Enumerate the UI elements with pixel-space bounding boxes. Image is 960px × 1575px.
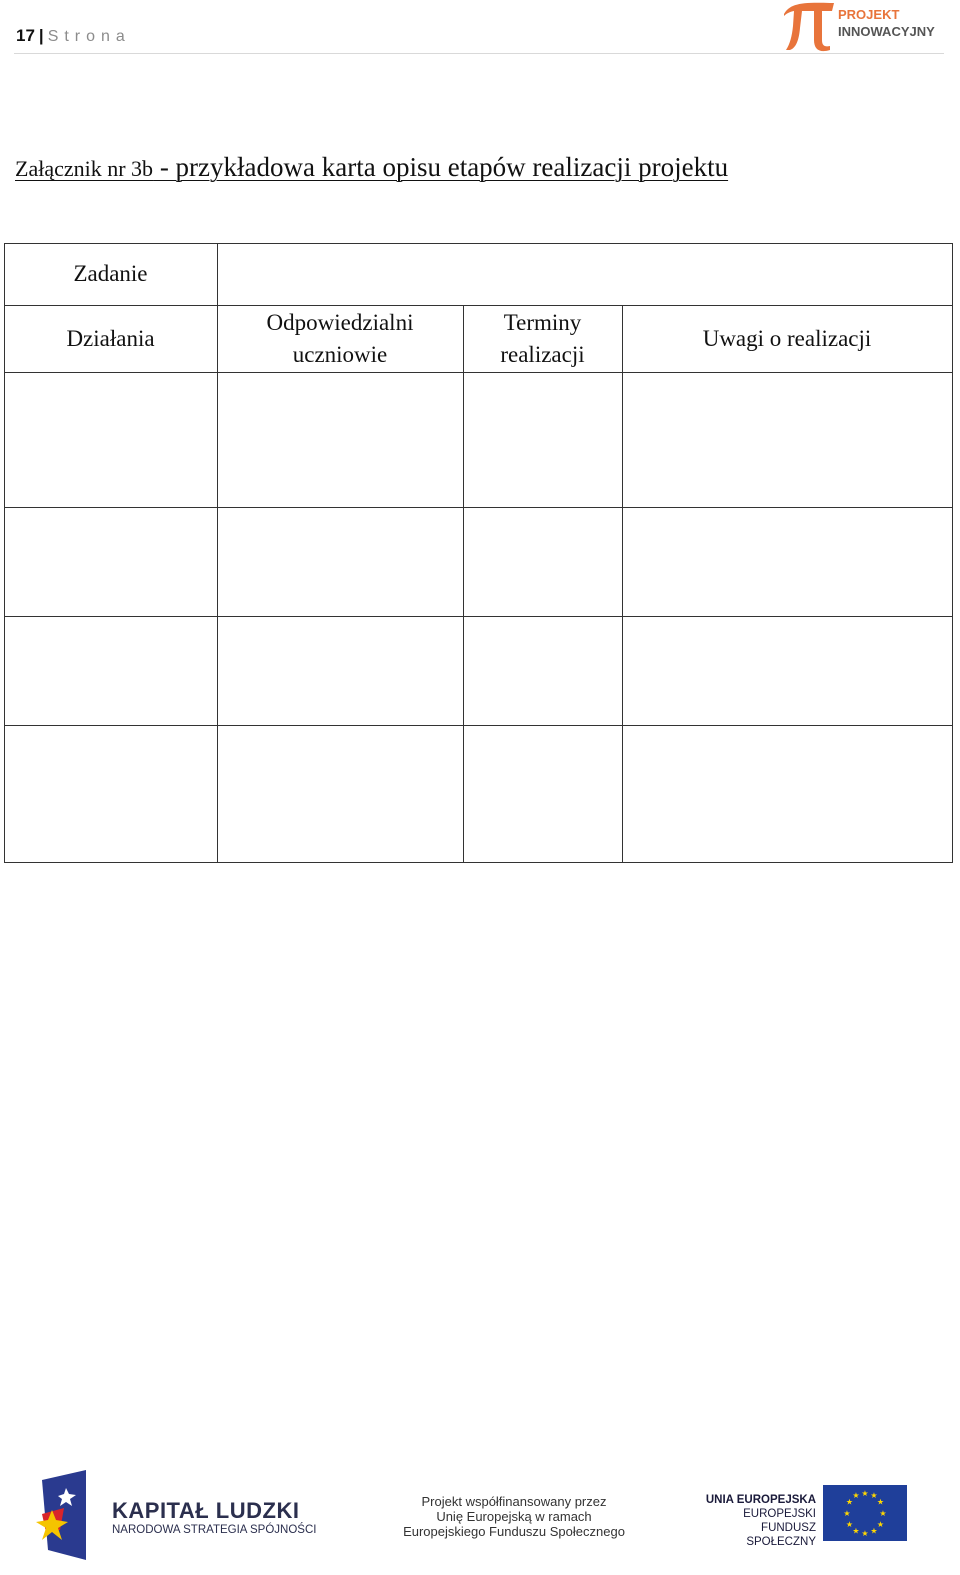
svg-text:★: ★ [861,1529,869,1538]
svg-text:★: ★ [852,1526,860,1536]
svg-text:★: ★ [852,1491,860,1500]
table-row-divider [4,616,953,617]
svg-text:★: ★ [879,1509,887,1518]
page-word: Strona [47,28,131,45]
header-uwagi: Uwagi o realizacji [702,325,872,351]
header-odpowiedzialni-line1: Odpowiedzialni [266,309,414,335]
svg-text:★: ★ [843,1509,851,1518]
page-number-value: 17 [16,26,35,45]
pi-logo-icon [780,0,836,52]
svg-text:★: ★ [876,1520,885,1529]
cofin-line-3: Europejskiego Funduszu Społecznego [403,1524,625,1539]
table-col-divider [463,305,464,863]
eu-line-2: EUROPEJSKI [743,1508,816,1520]
logo-line-2: INNOWACYJNY [838,24,935,39]
title-main: - przykładowa karta opisu etapów realizacji projektu [153,152,729,182]
table-row-divider [4,507,953,508]
project-stages-table [4,243,953,863]
kapital-ludzki-title: KAPITAŁ LUDZKI [112,1498,300,1523]
table-row-divider [4,725,953,726]
kapital-ludzki-subtitle: NARODOWA STRATEGIA SPÓJNOŚCI [112,1524,317,1536]
header-terminy-line1: Terminy [503,309,582,335]
eu-flag-icon [823,1485,907,1541]
cell-zadanie-label: Zadanie [73,261,148,286]
title-prefix: Załącznik nr 3b [15,156,154,181]
page-header [14,0,944,54]
table-border-bottom [4,862,953,863]
page-number-separator: | [38,26,44,45]
cofin-line-2: Unię Europejską w ramach [436,1509,592,1524]
kapital-ludzki-logo-icon [34,1470,94,1560]
svg-text:★: ★ [845,1520,854,1529]
svg-text:★: ★ [876,1497,885,1507]
svg-text:★: ★ [870,1491,878,1500]
eu-fund-label [690,1493,816,1549]
table-row-divider [4,372,953,373]
page-footer [0,1460,960,1570]
projekt-innowacyjny-logo [838,6,935,40]
eu-line-3: FUNDUSZ SPOŁECZNY [746,1522,816,1548]
svg-text:★: ★ [870,1526,878,1536]
header-dzialania: Działania [66,325,155,351]
cofinancing-note [390,1494,638,1539]
header-terminy [463,305,622,372]
header-odpowiedzialni [217,305,463,372]
eu-line-1: UNIA EUROPEJSKA [705,1494,816,1506]
cofin-line-1: Projekt współfinansowany przez [421,1494,607,1509]
header-terminy-line2: realizacji [500,341,585,367]
page-number [16,26,131,46]
document-title [15,152,728,183]
svg-text:★: ★ [861,1489,869,1498]
table-border-right [952,243,953,863]
header-odpowiedzialni-line2: uczniowie [292,341,388,367]
logo-line-1: PROJEKT [838,7,900,22]
svg-text:★: ★ [845,1497,854,1507]
table-col-divider [622,305,623,863]
